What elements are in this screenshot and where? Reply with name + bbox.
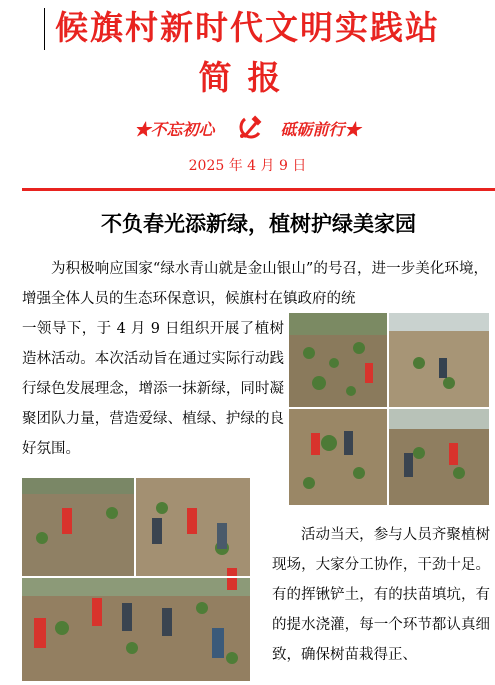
slogan-left: ★不忘初心 — [134, 119, 215, 139]
article-paragraph-2: 一领导下，于 4 月 9 日组织开展了植树造林活动。本次活动旨在通过实际行动践行绿色发展理念，增添一抹新绿，同时凝聚团队力量，营造爱绿、植绿、护绿的良好氛围。 — [22, 321, 284, 457]
tree-planting-photo-collage-1 — [289, 313, 489, 505]
article-paragraph-1: 为积极响应国家“绿水青山就是金山银山”的号召，进一步美化环境，增强全体人员的生态环保意识，候旗村在镇政府的统 — [22, 261, 488, 307]
article-headline: 不负春光添新绿，植树护绿美家园 — [101, 211, 416, 236]
tree-planting-photo-collage-2 — [22, 478, 250, 681]
article-paragraph-3: 活动当天，参与人员齐聚植树现场，大家分工协作，干劲十足。有的挥锹铲土，有的扶苗填坑，有的提水浇灌，每一个环节都认真细致，确保树苗栽得正、 — [272, 527, 490, 663]
slogan-right: 砥砺前行★ — [280, 119, 361, 139]
slogan-row — [0, 115, 495, 141]
hammer-sickle-icon — [237, 115, 263, 141]
issue-date: 2025 年 4 月 9 日 — [188, 158, 307, 174]
header-divider — [22, 188, 495, 191]
masthead-title: 候旗村新时代文明实践站 — [55, 8, 440, 47]
bulletin-subtitle: 简报 — [198, 58, 297, 97]
